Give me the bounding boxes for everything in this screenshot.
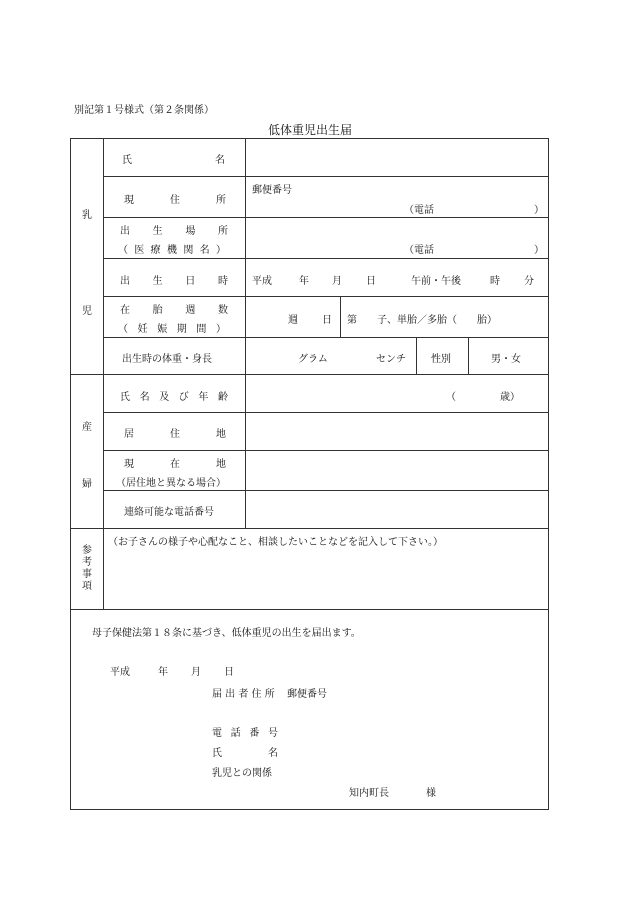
birthdate-year: 年	[299, 276, 309, 287]
birthdate-hour: 時	[490, 276, 500, 287]
form-number-label: 別記第１号様式（第２条関係）	[74, 105, 214, 116]
birthdate-label: 出 生 日 時	[120, 276, 228, 287]
declaration-month: 月	[191, 667, 201, 678]
cell-divider	[340, 296, 341, 337]
notifier-postal-label: 郵便番号	[287, 689, 327, 700]
birthplace-label: 出 生 場 所	[120, 226, 228, 237]
weight-height-label: 出生時の体重・身長	[122, 354, 212, 365]
row-line	[103, 296, 549, 297]
birthdate-month: 月	[332, 276, 342, 287]
row-line	[103, 337, 549, 338]
honorific-label: 様	[426, 788, 436, 799]
form-title: 低体重児出生届	[268, 123, 353, 137]
mayor-label: 知内町長	[349, 788, 389, 799]
current-location-note: （居住地と異なる場合）	[116, 478, 226, 489]
declaration-year: 年	[158, 667, 168, 678]
label-divider	[245, 138, 246, 528]
section-line	[70, 528, 549, 529]
section-label-mother-2: 婦	[82, 479, 92, 490]
birthdate-day: 日	[366, 276, 376, 287]
section-label-infant-1: 乳	[82, 210, 92, 221]
residence-label: 居 住 地	[124, 429, 226, 440]
pregnancy-label: （ 妊 娠 期 間 ）	[118, 324, 226, 335]
gestation-day: 日	[322, 315, 332, 326]
mother-name-age-label: 氏 名 及 び 年 齢	[120, 392, 228, 403]
sex-label: 性別	[431, 354, 451, 365]
row-line	[103, 412, 549, 413]
declaration-era: 平成	[110, 667, 130, 678]
birthdate-era: 平成	[252, 276, 272, 287]
row-line	[103, 258, 549, 259]
age-unit: 歳）	[500, 392, 520, 403]
institution-label: （ 医 療 機 関 名 ）	[118, 245, 226, 256]
row-line	[103, 450, 549, 451]
row-line	[103, 490, 549, 491]
declaration-day: 日	[224, 667, 234, 678]
declaration-statement: 母子保健法第１８条に基づき、低体重児の出生を届出ます。	[92, 628, 361, 639]
cell-divider	[468, 337, 469, 374]
relation-label: 乳児との関係	[212, 768, 272, 779]
infant-name-label: 氏 名	[122, 155, 225, 166]
birthplace-phone-close: ）	[534, 245, 544, 256]
infant-phone-label: （電話	[404, 205, 434, 216]
section-line	[70, 609, 549, 610]
gram-unit: グラム	[298, 354, 328, 365]
birthdate-minute: 分	[524, 276, 534, 287]
gestation-week: 週	[288, 315, 298, 326]
section-line	[70, 374, 549, 375]
gestation-label: 在 胎 週 数	[120, 305, 228, 316]
cm-unit: センチ	[376, 354, 406, 365]
row-line	[103, 217, 549, 218]
row-line	[103, 176, 549, 177]
infant-postal-label: 郵便番号	[252, 185, 292, 196]
infant-phone-close: ）	[534, 205, 544, 216]
infant-address-label: 現 住 所	[124, 195, 226, 206]
section-label-mother-1: 産	[82, 422, 92, 433]
cell-divider	[416, 337, 417, 374]
birthplace-phone-label: （電話	[404, 245, 434, 256]
sex-options: 男・女	[491, 354, 521, 365]
current-location-label: 現 在 地	[124, 459, 226, 470]
contact-phone-label: 連絡可能な電話番号	[124, 507, 214, 518]
birthdate-ampm: 午前・午後	[411, 276, 461, 287]
notifier-name-label: 氏 名	[212, 748, 278, 759]
child-order: 第 子、単胎／多胎（ 胎）	[347, 315, 497, 326]
age-open: （	[446, 392, 456, 403]
notifier-address-label: 届 出 者 住 所	[212, 689, 275, 700]
section-label-notes: 参考事項	[82, 545, 92, 592]
section-label-infant-2: 児	[82, 306, 92, 317]
notes-instruction: （お子さんの様子や心配なこと、相談したいことなどを記入して下さい。）	[108, 537, 443, 548]
notifier-phone-label: 電 話 番 号	[212, 728, 278, 739]
